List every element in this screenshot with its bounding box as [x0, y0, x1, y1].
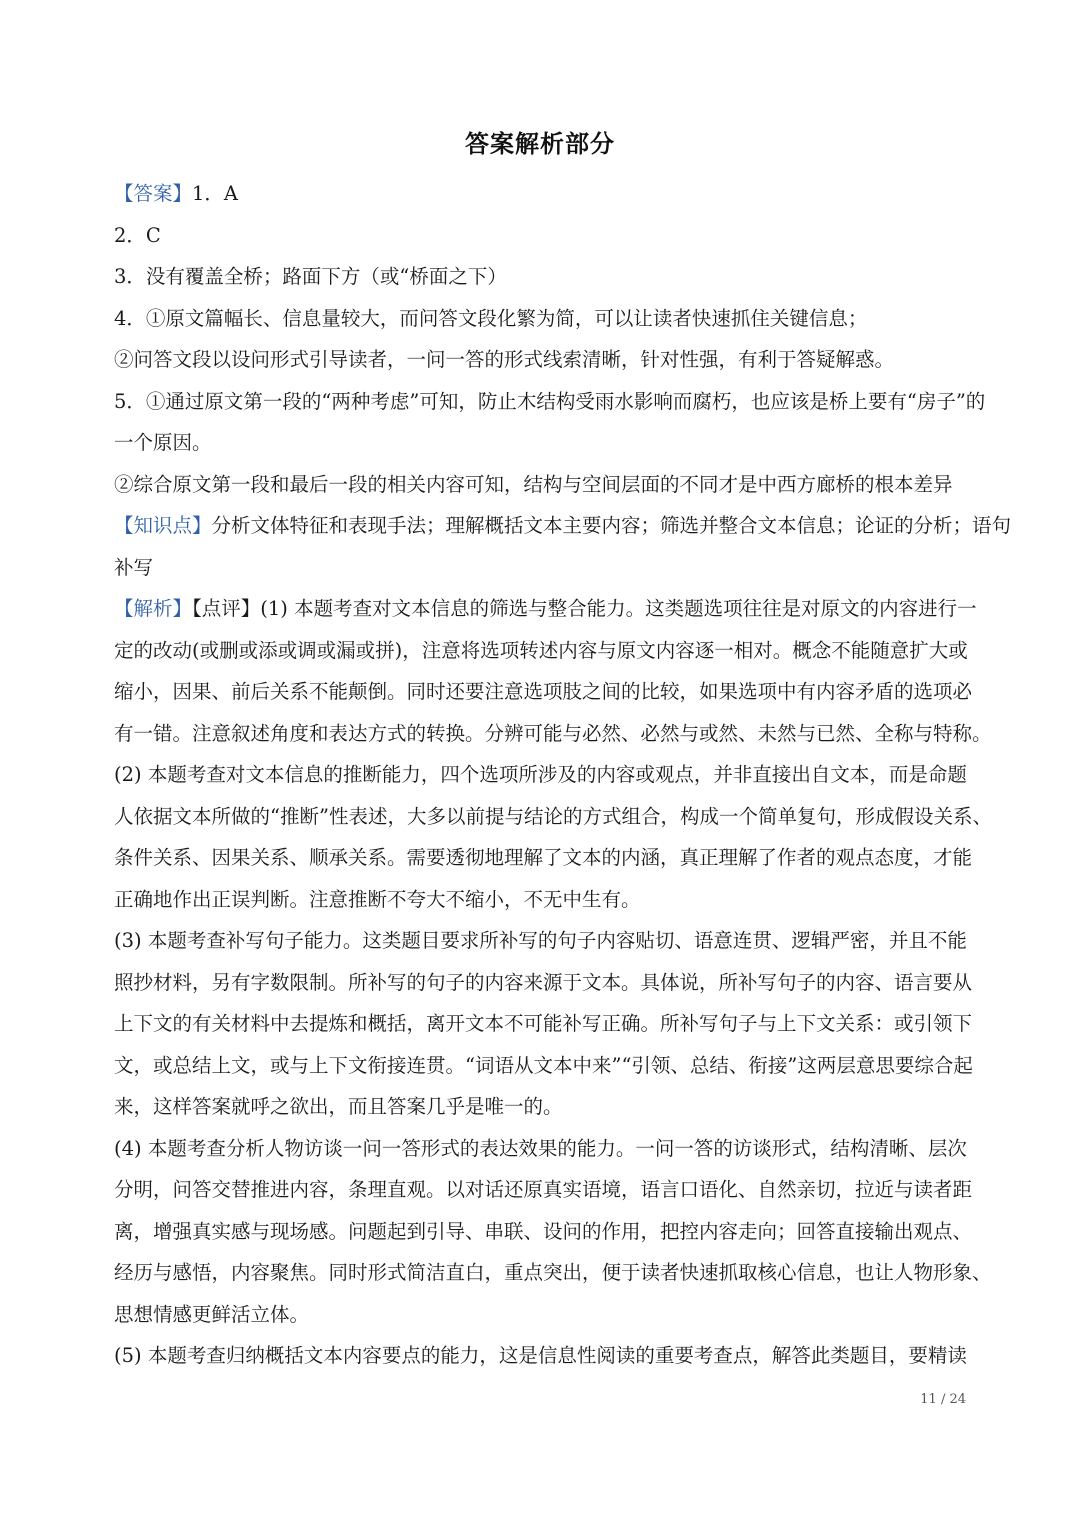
analysis-line: 文，或总结上文，或与上下文衔接连贯。“词语从文本中来”“引领、总结、衔接”这两层意思要综合起	[114, 1053, 973, 1077]
answer-line: ②综合原文第一段和最后一段的相关内容可知，结构与空间层面的不同才是中西方廊桥的根本差异	[114, 472, 953, 496]
page-title: 答案解析部分	[465, 130, 615, 158]
analysis-line: 离，增强真实感与现场感。问题起到引导、串联、设问的作用，把控内容走向；回答直接输出观点、	[114, 1219, 973, 1243]
analysis-line: 人依据文本所做的“推断”性表述，大多以前提与结论的方式组合，构成一个简单复句，形成假设关系、	[114, 804, 992, 828]
analysis-line: 正确地作出正误判断。注意推断不夸大不缩小，不无中生有。	[114, 887, 641, 911]
analysis-line: 分明，问答交替推进内容，条理直观。以对话还原真实语境，语言口语化、自然亲切，拉近与读者距	[114, 1178, 973, 1201]
analysis-line: 缩小，因果、前后关系不能颠倒。同时还要注意选项肢之间的比较，如果选项中有内容矛盾的选项必	[114, 680, 973, 703]
answer-line: 3．没有覆盖全桥；路面下方（或“桥面之下）	[114, 265, 507, 288]
analysis-line	[114, 588, 977, 630]
answer-tag: 【答案】	[114, 182, 193, 205]
answer-text: 1．A	[192, 182, 239, 205]
analysis-tag: 【解析】	[114, 597, 193, 620]
analysis-line: 照抄材料，另有字数限制。所补写的句子的内容来源于文本。具体说，所补写句子的内容、语言要从	[114, 970, 973, 994]
analysis-line: (2) 本题考查对文本信息的推断能力，四个选项所涉及的内容或观点，并非直接出自文本，而是命题	[114, 763, 967, 786]
analysis-line: 思想情感更鲜活立体。	[114, 1302, 310, 1326]
analysis-line: (4) 本题考查分析人物访谈一问一答形式的表达效果的能力。一问一答的访谈形式，结构清晰、层次	[114, 1136, 967, 1160]
answer-line: ②问答文段以设问形式引导读者，一问一答的形式线索清晰，针对性强，有利于答疑解惑。	[114, 348, 895, 371]
analysis-line: 条件关系、因果关系、顺承关系。需要透彻地理解了文本的内涵，真正理解了作者的观点态度，才能	[114, 846, 973, 869]
knowledge-line	[114, 505, 1012, 547]
answer-line: 5．①通过原文第一段的“两种考虑”可知，防止木结构受雨水影响而腐朽，也应该是桥上要有“房子”的	[114, 389, 986, 413]
answer-line	[114, 173, 970, 215]
analysis-line: 定的改动(或删或添或调或漏或拼)，注意将选项转述内容与原文内容逐一相对。概念不能随意扩大或	[114, 638, 968, 662]
analysis-text: 【点评】(1) 本题考查对文本信息的筛选与整合能力。这类题选项往往是对原文的内容进行一	[192, 597, 977, 620]
answer-line: 4．①原文篇幅长、信息量较大，而问答文段化繁为简，可以让读者快速抓住关键信息；	[114, 306, 868, 330]
analysis-line: 上下文的有关材料中去提炼和概括，离开文本不可能补写正确。所补写句子与上下文关系：或引领下	[114, 1012, 973, 1035]
answer-line: 2．C	[114, 223, 161, 247]
answer-line: 一个原因。	[114, 431, 212, 454]
page-number: 11 / 24	[920, 1392, 966, 1407]
analysis-line: 有一错。注意叙述角度和表达方式的转换。分辨可能与必然、必然与或然、未然与已然、全称与特称。	[114, 721, 992, 745]
answer-content	[114, 173, 1012, 1377]
analysis-line: 经历与感悟，内容聚焦。同时形式简洁直白，重点突出，便于读者快速抓取核心信息，也让人物形象、	[114, 1261, 992, 1284]
analysis-line: (3) 本题考查补写句子能力。这类题目要求所补写的句子内容贴切、语意连贯、逻辑严密，并且不能	[114, 929, 967, 952]
knowledge-tag: 【知识点】	[114, 514, 212, 537]
knowledge-text: 分析文体特征和表现手法；理解概括文本主要内容；筛选并整合文本信息；论证的分析；语句	[211, 514, 1012, 537]
analysis-line: (5) 本题考查归纳概括文本内容要点的能力，这是信息性阅读的重要考查点，解答此类题目，要精读	[114, 1344, 967, 1367]
analysis-line: 来，这样答案就呼之欲出，而且答案几乎是唯一的。	[114, 1095, 563, 1118]
knowledge-line: 补写	[114, 555, 154, 579]
